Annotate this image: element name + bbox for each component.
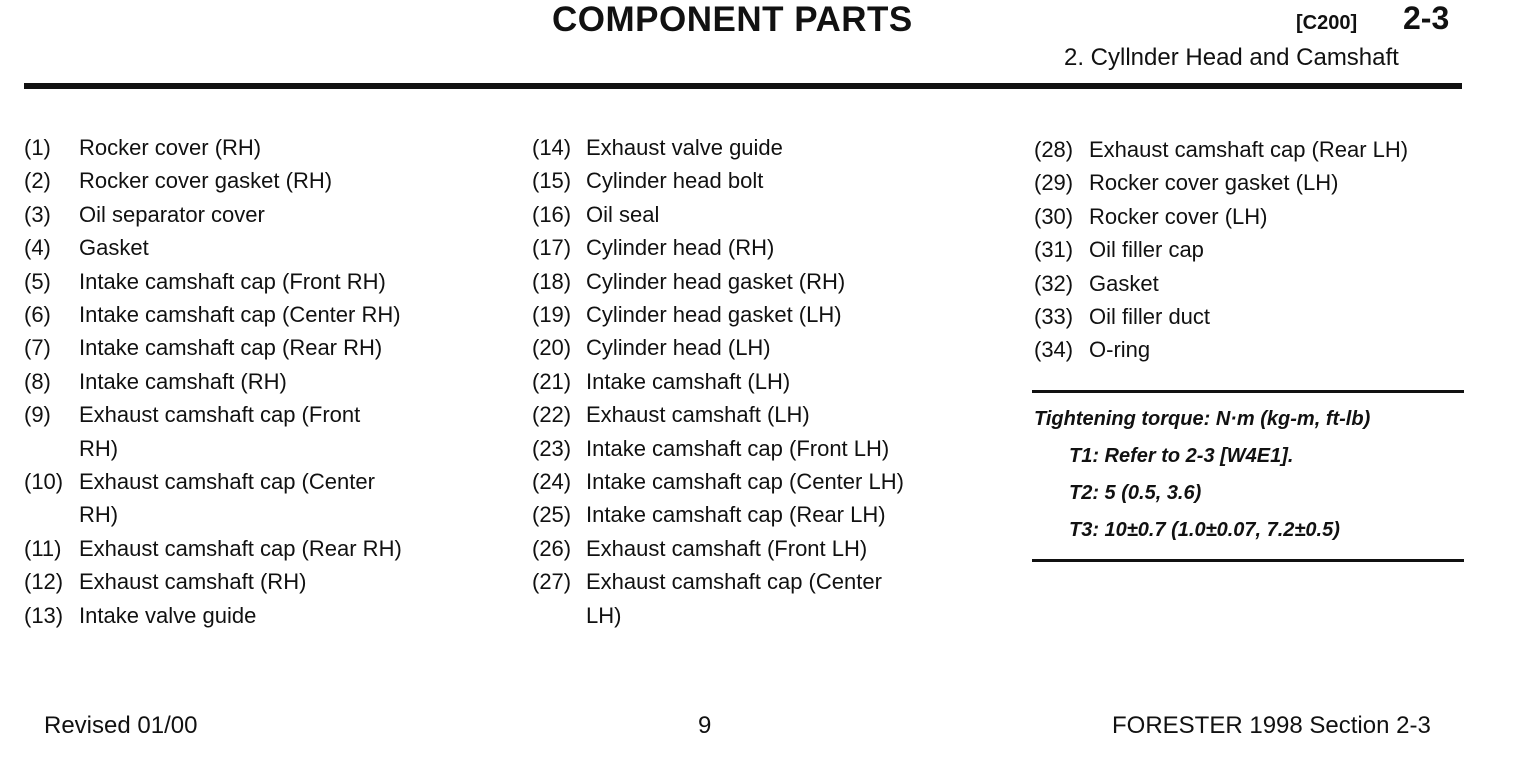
list-item — [24, 498, 402, 531]
list-item — [24, 565, 402, 598]
item-label: Intake camshaft cap (Center LH) — [586, 469, 904, 495]
item-number: (5) — [24, 268, 51, 294]
item-number: (14) — [532, 135, 572, 160]
item-number: (29) — [1034, 170, 1074, 196]
item-label: Exhaust camshaft cap (Center — [79, 469, 375, 495]
item-label: Rocker cover gasket (RH) — [79, 168, 333, 194]
item-number: (24) — [532, 469, 572, 495]
list-item — [1034, 166, 1408, 199]
item-label: Rocker cover (RH) — [79, 135, 262, 160]
item-number: (17) — [532, 235, 572, 261]
page-number: 9 — [698, 712, 712, 739]
list-item — [24, 164, 402, 197]
list-item — [24, 298, 402, 331]
item-number: (20) — [532, 335, 572, 361]
item-label: Intake camshaft (RH) — [79, 368, 287, 394]
item-label: Gasket — [1089, 270, 1159, 296]
item-label: Rocker cover gasket (LH) — [1089, 170, 1339, 196]
section-code: [C200] — [1296, 12, 1358, 34]
item-label: Gasket — [79, 235, 149, 261]
manual-section: FORESTER 1998 Section 2-3 — [1112, 712, 1431, 739]
item-number: (15) — [532, 168, 572, 194]
parts-list-column-3 — [1034, 133, 1408, 367]
list-item — [24, 198, 402, 231]
item-number: (10) — [24, 469, 64, 495]
item-number: (7) — [24, 335, 51, 361]
item-number: (34) — [1034, 337, 1074, 363]
item-number: (28) — [1034, 137, 1074, 162]
item-label: Exhaust camshaft (RH) — [79, 569, 307, 595]
item-number: (4) — [24, 235, 51, 261]
list-item — [532, 265, 904, 298]
revision-date: Revised 01/00 — [44, 712, 198, 739]
list-item — [1034, 200, 1408, 233]
item-number: (32) — [1034, 270, 1074, 296]
list-item — [532, 432, 904, 465]
list-item — [532, 365, 904, 398]
item-label: Oil separator cover — [79, 201, 265, 227]
torque-spec-box — [1032, 390, 1464, 562]
item-number: (13) — [24, 602, 64, 628]
item-number: (3) — [24, 201, 51, 227]
list-item — [1034, 233, 1408, 266]
list-item — [24, 265, 402, 298]
page-subtitle: 2. Cyllnder Head and Camshaft — [1064, 44, 1399, 71]
item-label: Exhaust camshaft (LH) — [586, 402, 810, 428]
item-number: (26) — [532, 535, 572, 561]
list-item — [532, 532, 904, 565]
header-rule — [24, 83, 1462, 89]
list-item — [532, 565, 904, 598]
list-item — [532, 131, 904, 164]
list-item — [532, 465, 904, 498]
item-label: Cylinder head gasket (LH) — [586, 302, 842, 328]
list-item — [532, 198, 904, 231]
item-number: (16) — [532, 201, 572, 227]
item-number: (30) — [1034, 203, 1074, 229]
list-item — [532, 498, 904, 531]
item-label: Cylinder head bolt — [586, 168, 764, 194]
item-label: Intake camshaft cap (Center RH) — [79, 302, 401, 328]
page-title: COMPONENT PARTS — [552, 0, 913, 39]
item-label: Intake camshaft (LH) — [586, 368, 791, 394]
list-item — [24, 331, 402, 364]
item-label: O-ring — [1089, 337, 1151, 363]
list-item — [532, 331, 904, 364]
item-label: Exhaust camshaft cap (Rear LH) — [1089, 137, 1409, 162]
item-number: (27) — [532, 569, 572, 595]
item-label: Intake camshaft cap (Rear LH) — [586, 502, 886, 528]
item-number: (2) — [24, 168, 51, 194]
list-item — [1034, 333, 1408, 366]
item-label: Rocker cover (LH) — [1089, 203, 1268, 229]
list-item — [24, 131, 402, 164]
item-number: (11) — [24, 535, 62, 561]
item-number: (31) — [1034, 237, 1074, 263]
item-number — [24, 498, 79, 531]
parts-list-column-1 — [24, 131, 402, 632]
item-number — [532, 599, 586, 632]
item-label: Cylinder head (RH) — [586, 235, 775, 261]
item-number: (8) — [24, 368, 51, 394]
item-number: (21) — [532, 368, 572, 394]
item-label: Oil filler cap — [1089, 237, 1204, 263]
item-number: (23) — [532, 435, 572, 461]
item-label: Cylinder head gasket (RH) — [586, 268, 846, 294]
item-label: Oil seal — [586, 201, 660, 227]
item-number: (22) — [532, 402, 572, 428]
item-label: Cylinder head (LH) — [586, 335, 771, 361]
list-item — [24, 398, 402, 431]
item-number: (18) — [532, 268, 572, 294]
torque-t3: T3: 10±0.7 (1.0±0.07, 7.2±0.5) — [1069, 519, 1340, 541]
item-label: Exhaust valve guide — [586, 135, 783, 160]
item-number: (6) — [24, 302, 51, 328]
torque-heading: Tightening torque: N·m (kg-m, ft-lb) — [1034, 408, 1371, 430]
list-item — [532, 164, 904, 197]
item-number: (25) — [532, 502, 572, 528]
item-label: Exhaust camshaft (Front LH) — [586, 535, 868, 561]
torque-t2: T2: 5 (0.5, 3.6) — [1069, 482, 1202, 504]
item-number — [24, 432, 79, 465]
item-number: (9) — [24, 402, 51, 428]
item-number: (1) — [24, 135, 51, 160]
item-label: Exhaust camshaft cap (Front — [79, 402, 361, 428]
item-number: (19) — [532, 302, 572, 328]
list-item — [24, 231, 402, 264]
item-label: Intake camshaft cap (Rear RH) — [79, 335, 383, 361]
item-label: Exhaust camshaft cap (Rear RH) — [79, 535, 402, 561]
parts-list-column-2 — [532, 131, 904, 632]
list-item — [24, 365, 402, 398]
item-number: (12) — [24, 569, 64, 595]
list-item — [532, 298, 904, 331]
list-item — [24, 432, 402, 465]
list-item — [24, 532, 402, 565]
list-item — [1034, 300, 1408, 333]
item-label: Intake valve guide — [79, 602, 257, 628]
list-item — [24, 599, 402, 632]
item-number: (33) — [1034, 304, 1074, 330]
item-label: Intake camshaft cap (Front LH) — [586, 435, 890, 461]
item-label: Oil filler duct — [1089, 304, 1211, 330]
section-number: 2-3 — [1403, 0, 1450, 36]
item-label: LH) — [586, 602, 622, 628]
torque-t1: T1: Refer to 2-3 [W4E1]. — [1069, 445, 1294, 467]
item-label: RH) — [79, 502, 119, 528]
list-item — [532, 398, 904, 431]
list-item — [532, 231, 904, 264]
item-label: Exhaust camshaft cap (Center — [586, 569, 882, 595]
list-item — [532, 599, 904, 632]
list-item — [1034, 133, 1408, 166]
item-label: RH) — [79, 435, 119, 461]
item-label: Intake camshaft cap (Front RH) — [79, 268, 386, 294]
list-item — [24, 465, 402, 498]
list-item — [1034, 267, 1408, 300]
